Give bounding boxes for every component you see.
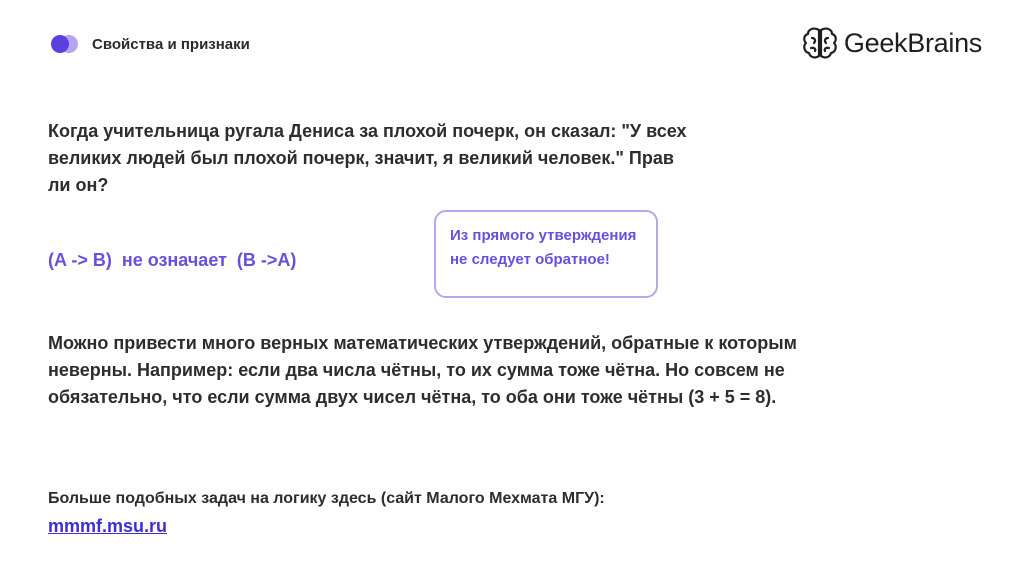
- brain-icon: [802, 26, 838, 60]
- toggle-dots-icon: [50, 34, 80, 54]
- mmmf-link[interactable]: mmmf.msu.ru: [48, 516, 168, 536]
- logo-text: GeekBrains: [843, 27, 982, 58]
- explanation-text: Можно привести много верных математических утверждений, обратные к которым неверны. Например: если два числа чётны, то их сумма тоже чётна. Но совсем не обязательно, что если сумма двух чисел чётна, то оба они тоже чётны (3 + 5 = 8).: [48, 333, 797, 407]
- topic-title: Свойства и признаки: [92, 35, 250, 53]
- callout-box: [434, 210, 658, 298]
- more-tasks-text: Больше подобных задач на логику здесь (сайт Малого Мехмата МГУ):: [48, 490, 605, 507]
- formula: (A -> B) не означает (B ->A): [48, 250, 297, 270]
- question-text: Когда учительница ругала Дениса за плохой почерк, он сказал: "У всех великих людей был плохой почерк, значит, я великий человек." Прав ли он?: [48, 121, 687, 195]
- callout-text: Из прямого утверждения не следует обратное!: [450, 227, 637, 268]
- logo: [802, 26, 982, 60]
- topic-header: [50, 34, 250, 54]
